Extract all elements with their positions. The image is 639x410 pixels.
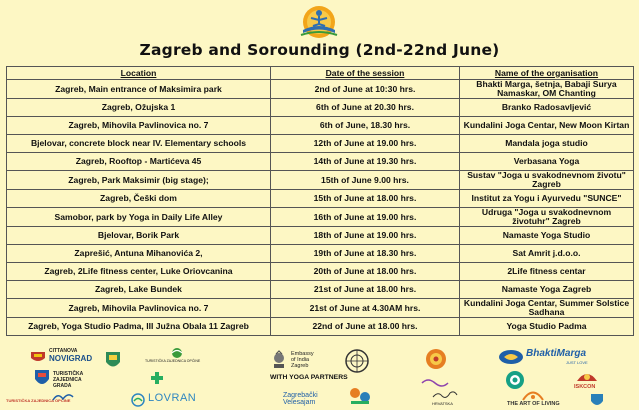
small-crest-icon bbox=[590, 393, 604, 409]
cell-date: 18th of June at 19.00 hrs. bbox=[271, 227, 460, 245]
art-of-living-logo: THE ART OF LIVING bbox=[507, 401, 560, 407]
schedule-table bbox=[6, 66, 634, 336]
cell-location: Bjelovar, Borik Park bbox=[7, 227, 271, 245]
tourist-board-icon bbox=[168, 347, 186, 359]
table-row bbox=[7, 99, 634, 117]
cell-date: 15th of June at 18.00 hrs. bbox=[271, 190, 460, 208]
embassy-line-3: Zagreb bbox=[291, 363, 309, 369]
cell-organisation: Kundalini Joga Centar, Summer Solstice Sadhana bbox=[460, 299, 634, 318]
iskcon-logo: ISKCON bbox=[574, 384, 596, 390]
cell-date: 12th of June at 19.00 hrs. bbox=[271, 135, 460, 153]
bottom-left-script-logo-icon bbox=[52, 391, 74, 403]
international-yoga-day-logo bbox=[296, 2, 342, 40]
cell-organisation: Kundalini Joga Centar, New Moon Kirtan bbox=[460, 117, 634, 135]
table-row bbox=[7, 245, 634, 263]
table-row bbox=[7, 227, 634, 245]
india-emblem-icon bbox=[271, 350, 287, 370]
cell-date: 14th of June at 19.30 hrs. bbox=[271, 153, 460, 171]
cell-location: Zaprešić, Antuna Mihanovića 2, bbox=[7, 245, 271, 263]
table-row bbox=[7, 171, 634, 190]
tourist-board-crest-icon bbox=[34, 369, 50, 389]
velesajam-line-1: Zagrebački bbox=[283, 392, 318, 399]
cell-date: 20th of June at 18.00 hrs. bbox=[271, 263, 460, 281]
cell-organisation: Mandala joga studio bbox=[460, 135, 634, 153]
tourist-board-logo: TURISTIČKA ZAJEDNICA GRADA bbox=[53, 371, 84, 389]
yoga-partners-label: WITH YOGA PARTNERS bbox=[270, 374, 348, 381]
bottom-left-logo-text: TURISTIČKA ZAJEDNICA OPĆINE bbox=[6, 398, 71, 403]
art-of-living-icon bbox=[522, 389, 544, 401]
partner-logos bbox=[0, 345, 639, 410]
header-date: Date of the session bbox=[271, 67, 460, 80]
cell-location: Zagreb, Mihovila Pavlinovica no. 7 bbox=[7, 117, 271, 135]
bhakti-marga-logo: BhaktiMarga bbox=[526, 348, 587, 359]
embassy-logo bbox=[291, 351, 314, 369]
table-row bbox=[7, 80, 634, 99]
cell-location: Zagreb, Lake Bundek bbox=[7, 281, 271, 299]
fair-icon bbox=[345, 385, 375, 407]
table-row bbox=[7, 190, 634, 208]
header-organisation: Name of the organisation bbox=[460, 67, 634, 80]
ornament-icon bbox=[420, 377, 450, 389]
cell-date: 16th of June at 19.00 hrs. bbox=[271, 208, 460, 227]
signature-logo-icon bbox=[432, 390, 458, 400]
cell-organisation: Yoga Studio Padma bbox=[460, 318, 634, 336]
table-row bbox=[7, 281, 634, 299]
cell-organisation: Verbasana Yoga bbox=[460, 153, 634, 171]
cross-logo-icon bbox=[150, 371, 164, 385]
cell-date: 22nd of June at 18.00 hrs. bbox=[271, 318, 460, 336]
cell-date: 21st of June at 4.30AM hrs. bbox=[271, 299, 460, 318]
cell-date: 2nd of June at 10:30 hrs. bbox=[271, 80, 460, 99]
cell-date: 21st of June at 18.00 hrs. bbox=[271, 281, 460, 299]
cell-location: Zagreb, Park Maksimir (big stage); bbox=[7, 171, 271, 190]
header-location: Location bbox=[7, 67, 271, 80]
table-row bbox=[7, 318, 634, 336]
table-header-row bbox=[7, 67, 634, 80]
cell-date: 19th of June at 18.30 hrs. bbox=[271, 245, 460, 263]
cell-organisation: Sustav "Joga u svakodnevnom životu" Zagreb bbox=[460, 171, 634, 190]
table-row bbox=[7, 153, 634, 171]
novigrad-logo: NOVIGRAD bbox=[49, 354, 93, 363]
table-row bbox=[7, 117, 634, 135]
bhakti-marga-sub: JUST LOVE bbox=[566, 360, 588, 365]
table-row bbox=[7, 208, 634, 227]
hrvatska-label: HRVATSKA bbox=[432, 401, 453, 406]
velesajam-logo bbox=[283, 392, 318, 406]
tourist-board-small-text: TURISTIČKA ZAJEDNICA OPĆINE bbox=[145, 359, 201, 363]
cell-organisation: Bhakti Marga, šetnja, Babaji Surya Namaskar, OM Chanting bbox=[460, 80, 634, 99]
cell-organisation: Namaste Yoga Studio bbox=[460, 227, 634, 245]
om-logo-icon bbox=[424, 348, 448, 370]
cell-date: 15th of June 9.00 hrs. bbox=[271, 171, 460, 190]
cell-location: Zagreb, Ožujska 1 bbox=[7, 99, 271, 117]
iskcon-icon bbox=[575, 367, 599, 383]
ornate-emblem-icon bbox=[342, 348, 372, 374]
page-title: Zagreb and Sorounding (2nd-22nd June) bbox=[139, 41, 500, 59]
cell-location: Bjelovar, concrete block near IV. Elementary schools bbox=[7, 135, 271, 153]
embassy-line-2: of India bbox=[291, 357, 310, 363]
embassy-line-1: Embassy bbox=[291, 351, 314, 357]
bhakti-marga-icon bbox=[498, 349, 524, 365]
cell-location: Samobor, park by Yoga in Daily Life Alley bbox=[7, 208, 271, 227]
cell-organisation: Namaste Yoga Zagreb bbox=[460, 281, 634, 299]
lovran-logo: LOVRAN bbox=[148, 392, 197, 404]
cell-location: Zagreb, Main entrance of Maksimira park bbox=[7, 80, 271, 99]
cell-organisation: 2Life fitness centar bbox=[460, 263, 634, 281]
lovran-icon bbox=[130, 393, 146, 407]
table-row bbox=[7, 135, 634, 153]
cell-organisation: Udruga "Joga u svakodnevnom životuhr" Zagreb bbox=[460, 208, 634, 227]
table-row bbox=[7, 299, 634, 318]
novigrad-crest-icon bbox=[30, 350, 46, 364]
municipality-crest-icon bbox=[104, 351, 122, 371]
cell-location: Zagreb, Yoga Studio Padma, III Južna Obala 11 Zagreb bbox=[7, 318, 271, 336]
cell-organisation: Sat Amrit j.d.o.o. bbox=[460, 245, 634, 263]
cell-organisation: Branko Radosavljević bbox=[460, 99, 634, 117]
cell-date: 6th of June at 20.30 hrs. bbox=[271, 99, 460, 117]
table-row bbox=[7, 263, 634, 281]
cell-location: Zagreb, Češki dom bbox=[7, 190, 271, 208]
cell-location: Zagreb, Mihovila Pavlinovica no. 7 bbox=[7, 299, 271, 318]
cell-date: 6th of June, 18.30 hrs. bbox=[271, 117, 460, 135]
cell-location: Zagreb, 2Life fitness center, Luke Oriovcanina bbox=[7, 263, 271, 281]
cell-organisation: Institut za Yogu i Ayurvedu "SUNCE" bbox=[460, 190, 634, 208]
cell-location: Zagreb, Rooftop - Martićeva 45 bbox=[7, 153, 271, 171]
novigrad-logo-top: CITTANOVA bbox=[49, 348, 78, 354]
velesajam-line-2: Velesajam bbox=[283, 399, 316, 406]
round-teal-logo-icon bbox=[505, 370, 525, 390]
